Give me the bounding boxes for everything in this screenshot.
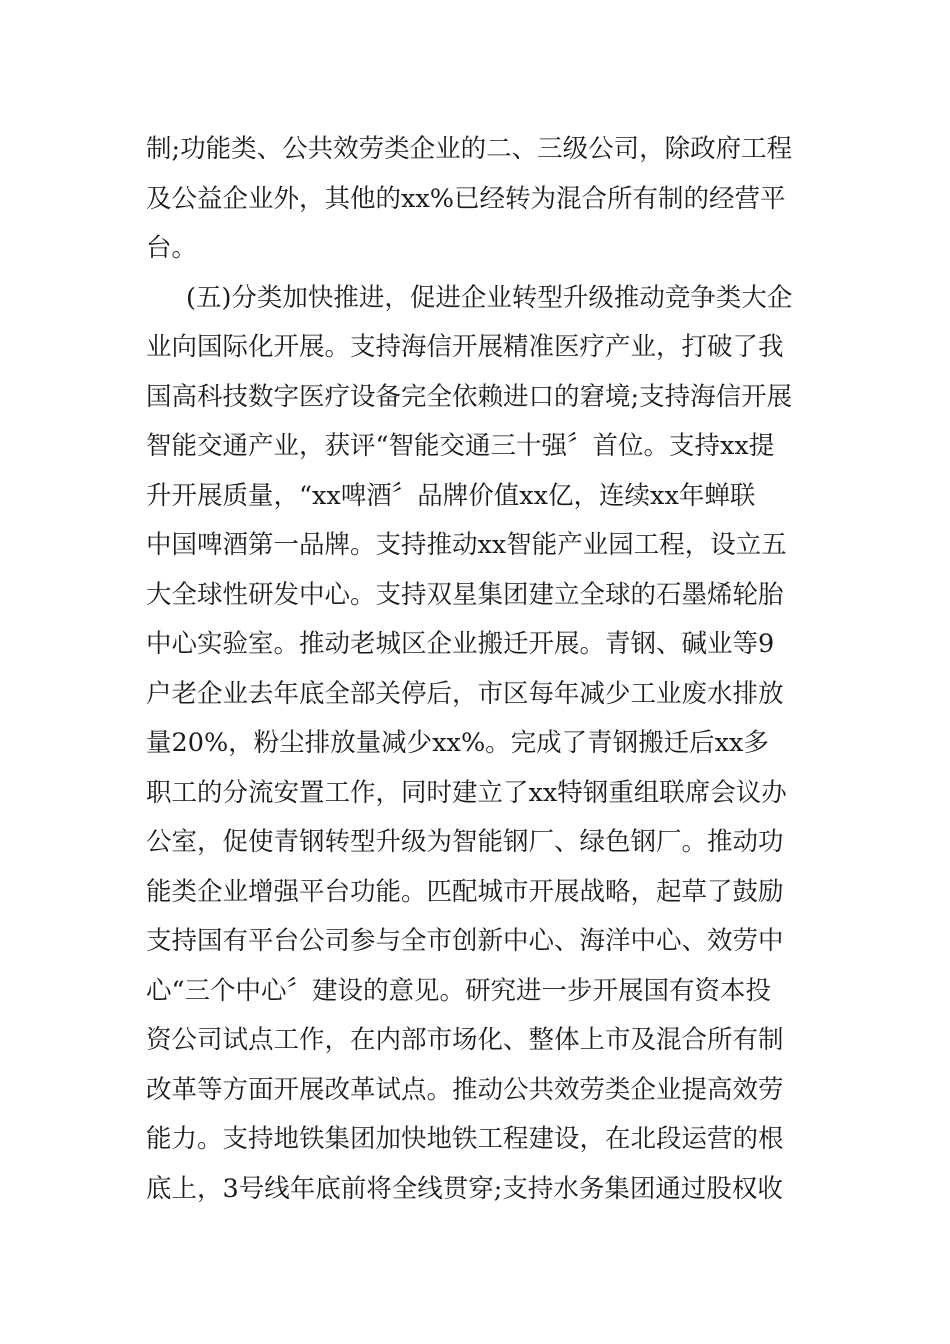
text-line: 心“三个中心〞建设的意见。研究进一步开展国有资本投 <box>146 976 772 1006</box>
text-line: 升开展质量，“xx啤酒〞品牌价值xx亿，连续xx年蝉联 <box>146 481 756 511</box>
text-line: 资公司试点工作，在内部市场化、整体上市及混合所有制 <box>146 1025 784 1055</box>
text-line: 中心实验室。推动老城区企业搬迁开展。青钢、碱业等9 <box>146 629 775 659</box>
text-line: 职工的分流安置工作，同时建立了xx特钢重组联席会议办 <box>146 778 787 808</box>
text-line: 中国啤酒第一品牌。支持推动xx智能产业园工程，设立五 <box>146 530 787 560</box>
text-line: 业向国际化开展。支持海信开展精准医疗产业，打破了我 <box>146 332 784 362</box>
text-line: 国高科技数字医疗设备完全依赖进口的窘境;支持海信开展 <box>146 382 793 412</box>
text-line: 改革等方面开展改革试点。推动公共效劳类企业提高效劳 <box>146 1075 784 1105</box>
text-line: 底上，3号线年底前将全线贯穿;支持水务集团通过股权收 <box>146 1174 783 1204</box>
text-line: 制;功能类、公共效劳类企业的二、三级公司，除政府工程 <box>146 134 793 164</box>
text-line: 及公益企业外，其他的xx%已经转为混合所有制的经营平 <box>146 184 786 214</box>
text-line: 大全球性研发中心。支持双星集团建立全球的石墨烯轮胎 <box>146 580 784 610</box>
text-line: 支持国有平台公司参与全市创新中心、海洋中心、效劳中 <box>146 926 784 956</box>
text-line: 能类企业增强平台功能。匹配城市开展战略，起草了鼓励 <box>146 877 784 907</box>
paragraph-start-line: (五)分类加快推进，促进企业转型升级推动竞争类大企 <box>186 283 793 313</box>
text-line: 台。 <box>146 233 198 263</box>
text-line: 能力。支持地铁集团加快地铁工程建设，在北段运营的根 <box>146 1124 784 1154</box>
text-line: 户老企业去年底全部关停后，市区每年减少工业废水排放 <box>146 679 784 709</box>
text-line: 公室，促使青钢转型升级为智能钢厂、绿色钢厂。推动功 <box>146 827 784 857</box>
text-line: 智能交通产业，获评“智能交通三十强〞首位。支持xx提 <box>146 431 775 461</box>
text-line: 量20%，粉尘排放量减少xx%。完成了青钢搬迁后xx多 <box>146 728 769 758</box>
